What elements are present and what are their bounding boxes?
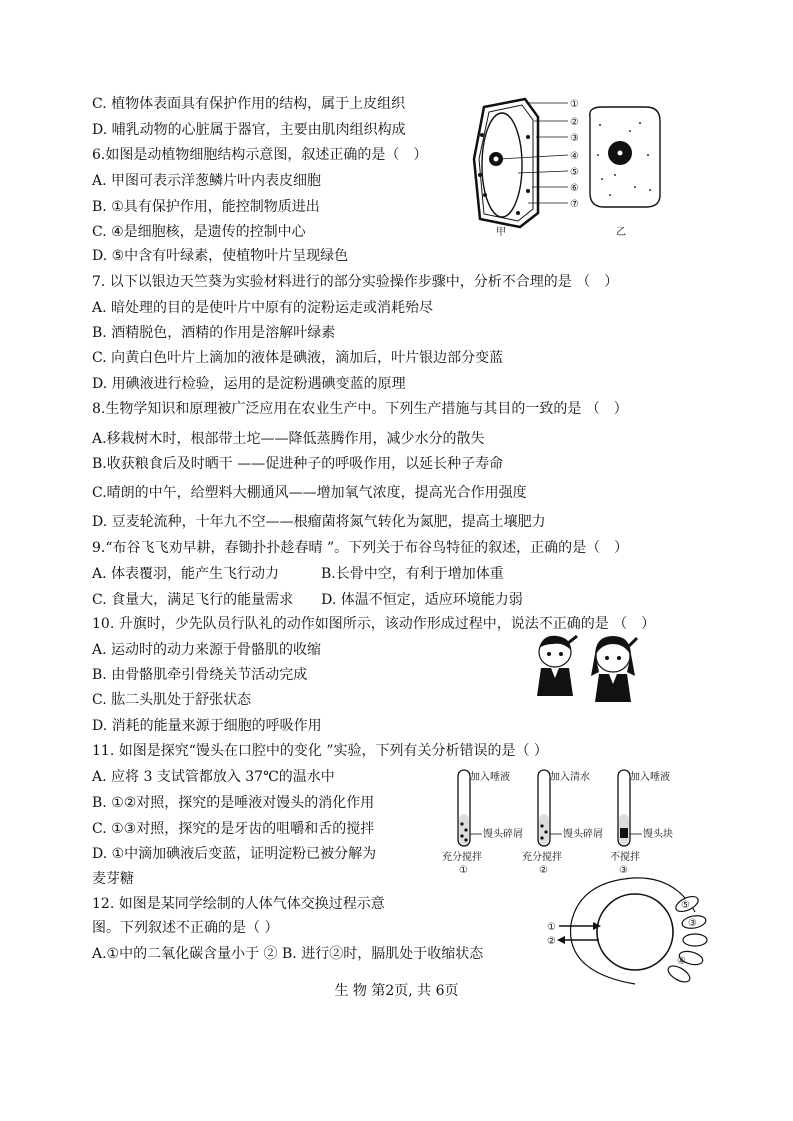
text-line: B.收获粮食后及时晒干 ——促进种子的呼吸作用，以延长种子寿命	[92, 456, 504, 472]
animal-cell-yi	[590, 107, 660, 207]
text-line: D. 哺乳动物的心脏属于器官，主要由肌肉组织构成	[92, 122, 406, 138]
tube2-number: ②	[539, 865, 548, 876]
test-tube-2	[538, 770, 550, 846]
text-line: 麦芽糖	[92, 871, 134, 887]
text-line: A. 体表覆羽，能产生飞行动力 B.长骨中空，有利于增加体重	[92, 566, 504, 582]
question-6: 6.如图是动植物细胞结构示意图，叙述正确的是（ ）	[92, 147, 428, 163]
cell-label-5: ⑤	[570, 167, 579, 178]
cell-label-7: ⑦	[570, 199, 579, 210]
text-line: A. 暗处理的目的是使叶片中原有的淀粉运走或消耗殆尽	[92, 300, 434, 316]
text-line: A. 甲图可表示洋葱鳞片叶内表皮细胞	[92, 173, 322, 189]
tube1-bottom-label: 充分搅拌	[442, 852, 482, 863]
tube3-middle-label: 馒头块	[643, 829, 673, 840]
salute-figure	[525, 632, 650, 704]
alveoli-label-3: ③	[688, 918, 697, 929]
text-line: C. 植物体表面具有保护作用的结构，属于上皮组织	[92, 96, 406, 112]
text-line: A.移栽树木时，根部带土坨——降低蒸腾作用，减少水分的散失	[92, 431, 485, 447]
tube1-middle-label: 馒头碎屑	[483, 829, 523, 840]
text-line: A. 应将 3 支试管都放入 37℃的温水中	[92, 769, 335, 785]
cell-label-1: ①	[570, 99, 579, 110]
alveoli-label-2: ②	[547, 936, 556, 947]
text-line: C. ④是细胞核，是遗传的控制中心	[92, 224, 306, 240]
student-girl	[591, 636, 637, 702]
cell-label-2: ②	[570, 117, 579, 128]
alveoli-label-1: ①	[547, 922, 556, 933]
text-line: A.①中的二氧化碳含量小于 ② B. 进行②时，膈肌处于收缩状态	[92, 946, 484, 962]
alveoli-label-5: ⑤	[681, 900, 690, 911]
test-tube-1	[458, 770, 470, 846]
test-tube-3	[618, 770, 630, 846]
text-line: D. 用碘液进行检验，运用的是淀粉遇碘变蓝的原理	[92, 376, 406, 392]
text-line: C. 食量大，满足飞行的能量需求 D. 体温不恒定，适应环境能力弱	[92, 592, 523, 608]
cell-label-6: ⑥	[570, 183, 579, 194]
label-yi: 乙	[616, 227, 626, 238]
question-9: 9.“布谷飞飞劝早耕，春锄扑扑趁春晴 ”。下列关于布谷鸟特征的叙述，正确的是（ ）	[92, 540, 629, 556]
text-line: D. 豆麦轮流种，十年九不空——根瘤菌将氮气转化为氮肥，提高土壤肥力	[92, 514, 546, 530]
text-line: B. 由骨骼肌牵引骨绕关节活动完成	[92, 667, 308, 683]
tube2-bottom-label: 充分搅拌	[522, 852, 562, 863]
question-11: 11. 如图是探究“馒头在口腔中的变化 ”实验，下列有关分析错误的是（ ）	[92, 743, 548, 759]
question-7: 7. 以下以银边天竺葵为实验材料进行的部分实验操作步骤中，分析不合理的是 （ ）	[92, 274, 619, 290]
tube2-middle-label: 馒头碎屑	[563, 829, 603, 840]
text-line: C. 向黄白色叶片上滴加的液体是碘液，滴加后，叶片银边部分变蓝	[92, 350, 504, 366]
text-line: C. ①③对照，探究的是牙齿的咀嚼和舌的搅拌	[92, 821, 375, 837]
text-line: B. 酒精脱色，酒精的作用是溶解叶绿素	[92, 325, 336, 341]
page-footer: 生 物 第2页, 共 6页	[334, 983, 459, 999]
student-boy	[537, 636, 577, 696]
tube3-bottom-label: 不搅拌	[610, 852, 640, 863]
text-line: D. ①中滴加碘液后变蓝，证明淀粉已被分解为	[92, 846, 377, 862]
text-line: C.晴朗的中午，给塑料大棚通风——增加氧气浓度，提高光合作用强度	[92, 485, 527, 501]
text-line: C. 肱二头肌处于舒张状态	[92, 692, 252, 708]
tube1-top-label: 加入唾液	[470, 772, 510, 783]
text-line: B. ①具有保护作用，能控制物质进出	[92, 199, 320, 215]
tube1-number: ①	[459, 865, 468, 876]
tube3-top-label: 加入唾液	[630, 772, 670, 783]
test-tube-figure	[440, 764, 700, 876]
text-line: D. ⑤中含有叶绿素，使植物叶片呈现绿色	[92, 248, 349, 264]
question-10: 10. 升旗时，少先队员行队礼的动作如图所示，该动作形成过程中，说法不正确的是 （ ）	[92, 616, 656, 632]
text-line: 图。下列叙述不正确的是（ ）	[92, 920, 279, 936]
cell-label-4: ④	[570, 151, 579, 162]
cell-label-3: ③	[570, 133, 579, 144]
text-line: B. ①②对照，探究的是唾液对馒头的消化作用	[92, 795, 375, 811]
plant-cell-jia	[474, 99, 538, 227]
text-line: D. 消耗的能量来源于细胞的呼吸作用	[92, 718, 322, 734]
alveoli-figure	[545, 872, 715, 987]
question-12: 12. 如图是某同学绘制的人体气体交换过程示意	[92, 896, 385, 912]
label-jia: 甲	[496, 227, 506, 238]
question-8: 8.生物学知识和原理被广泛应用在农业生产中。下列生产措施与其目的一致的是 （ ）	[92, 401, 628, 417]
text-line: A. 运动时的动力来源于骨骼肌的收缩	[92, 642, 322, 658]
tube2-top-label: 加入清水	[550, 772, 590, 783]
cell-structure-figure	[470, 95, 670, 240]
tube3-number: ③	[619, 865, 628, 876]
alveoli-label-4: ④	[677, 956, 686, 967]
